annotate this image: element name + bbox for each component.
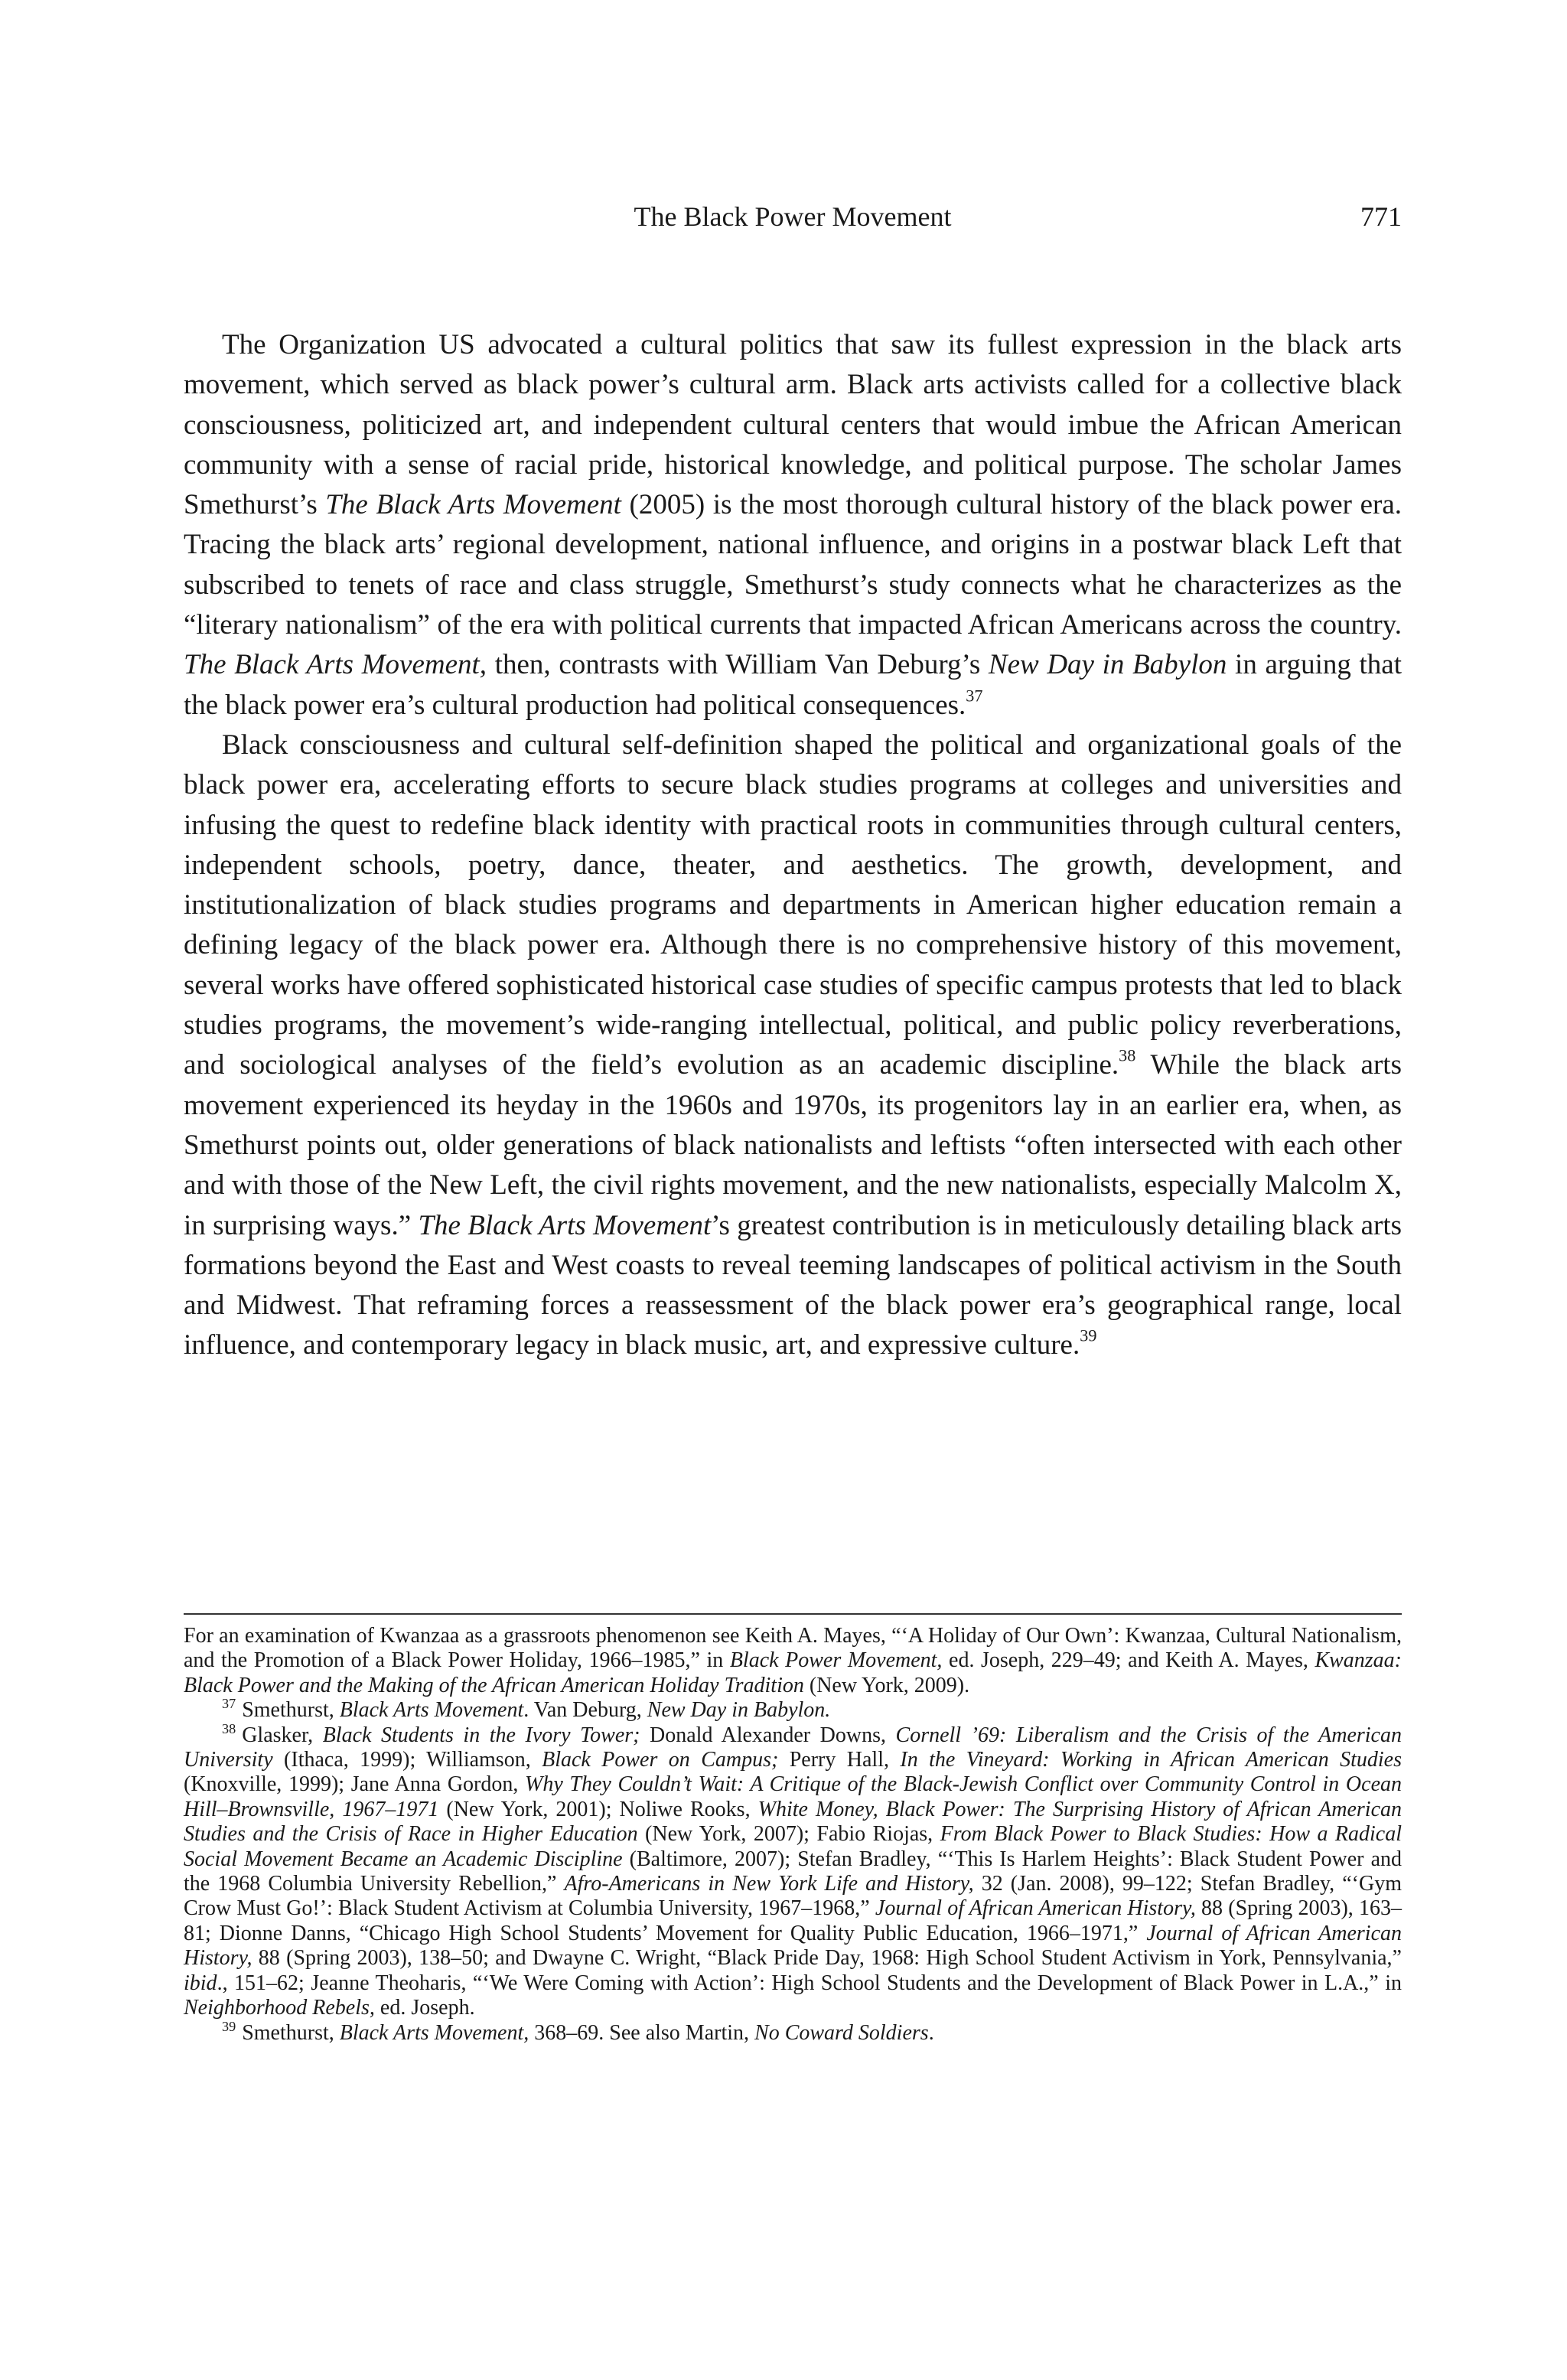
text-run: (Baltimore, 2007); Stefan Bradley, “‘This Is Harlem Heights’: Black Student Power and the 1968 Columbia University Rebellion,” <box>184 1847 1402 1896</box>
text-run: (Ithaca, 1999); Williamson, <box>272 1748 542 1772</box>
footnote-37 <box>184 1698 1402 1723</box>
italic-title: Black Power Movement, <box>729 1648 943 1673</box>
italic-title: New Day in Babylon. <box>647 1698 831 1723</box>
footnote-continued <box>184 1624 1402 1698</box>
text-run: (Knoxville, 1999); Jane Anna Gordon, <box>184 1772 526 1797</box>
text-run: (2005) is the most thorough cultural history of the black power era. Tracing the black arts’ regional development, national influence, and origins in a postwar black Left that subscribed to tenets of race and class struggle, Smethurst’s study connects what he characterizes as the “literary nationalism” of the era with political currents that impacted African Americans across the country. <box>184 489 1402 641</box>
footnote-number: 37 <box>222 1696 236 1712</box>
text-run: (New York, 2009). <box>803 1673 970 1697</box>
note-reference-37: 37 <box>966 686 983 706</box>
footnotes <box>184 1624 1402 2046</box>
italic-title: The Black Arts Movement <box>325 489 621 521</box>
text-run: . <box>928 2020 934 2045</box>
footnote-39 <box>184 2018 1402 2046</box>
text-run: (New York, 2001); Noliwe Rooks, <box>438 1797 758 1821</box>
italic-title: Kwanzaa: Black Power and the Making of the African American Holiday Tradition <box>184 1648 1402 1697</box>
text-run: For an examination of Kwanzaa as a grassroots phenomenon see Keith A. Mayes, “‘A Holiday of Our Own’: Kwanzaa, Cultural Nationalism, and the Promotion of a Black Power Holiday, 1966–1985,” in <box>184 1624 1402 1673</box>
text-run: in arguing that the black power era’s cultural production had political consequences. <box>184 649 1402 721</box>
footnote-number: 38 <box>222 1720 236 1736</box>
italic-title: Black Arts Movement, <box>339 2020 529 2045</box>
italic-title: New Day in Babylon <box>988 649 1227 681</box>
italic-title: Why They Couldn’t Wait: A Critique of the Black-Jewish Conflict over Community Control in Ocean Hill–Brownsville, 1967–1971 <box>184 1772 1402 1821</box>
text-run: Glasker, <box>242 1723 323 1747</box>
text-run: ., 151–62; Jeanne Theoharis, “‘We Were Coming with Action’: High School Students and the Development of Black Power in L.A.,” in <box>217 1971 1402 1995</box>
text-run: ’s greatest contribution is in meticulously detailing black arts formations beyond the East and West coasts to reveal teeming landscapes of political activism in the South and Midwest. That reframing forces a reassessment of the black power era’s geographical range, local influence, and contemporary legacy in black music, art, and expressive culture. <box>184 1209 1402 1361</box>
text-run: Donald Alexander Downs, <box>640 1723 896 1747</box>
italic-title: In the Vineyard: Working in African American Studies <box>900 1748 1402 1772</box>
text-run: Smethurst, <box>242 2020 340 2045</box>
text-run: 368–69. See also Martin, <box>529 2020 755 2045</box>
italic-title: Cornell ’69: Liberalism and the Crisis of the American University <box>184 1723 1402 1772</box>
italic-title: Journal of African American History, <box>184 1921 1402 1971</box>
paragraph-1 <box>184 325 1402 725</box>
note-reference-39: 39 <box>1080 1325 1097 1345</box>
text-run: The Organization US advocated a cultural politics that saw its fullest expression in the black arts movement, which served as black power’s cultural arm. Black arts activists called for a collective black consciousness, politicized art, and independent cultural centers that would imbue the African American community with a sense of racial pride, historical knowledge, and political purpose. The scholar James Smethurst’s <box>184 329 1402 521</box>
italic-title: Afro-Americans in New York Life and History, <box>564 1872 974 1896</box>
page-header <box>184 201 1402 239</box>
paragraph-2 <box>184 725 1402 1366</box>
text-run: Black consciousness and cultural self-definition shaped the political and organizational goals of the black power era, accelerating efforts to secure black studies programs at colleges and universities and infusing the quest to redefine black identity with practical roots in communities through cultural centers, independent schools, poetry, dance, theater, and aesthetics. The growth, development, and institutionalization of black studies programs and departments in American higher education remain a defining legacy of the black power era. Although there is no comprehensive history of this movement, several works have offered sophisticated historical case studies of specific campus protests that led to black studies programs, the movement’s wide-ranging intellectual, political, and public policy reverberations, and sociological analyses of the field’s evolution as an academic discipline. <box>184 729 1402 1081</box>
running-head: The Black Power Movement <box>634 201 952 232</box>
footnote-number: 39 <box>222 2018 236 2034</box>
italic-title: Black Power on Campus; <box>542 1748 779 1772</box>
italic-title: No Coward Soldiers <box>754 2020 929 2045</box>
text-run: (New York, 2007); Fabio Riojas, <box>637 1822 940 1847</box>
italic-title: ibid <box>184 1971 217 1995</box>
italic-title: Black Students in the Ivory Tower; <box>322 1723 640 1747</box>
body-text <box>184 325 1402 1366</box>
page-number: 771 <box>1360 201 1402 232</box>
italic-title: Journal of African American History, <box>875 1896 1196 1921</box>
italic-title: The Black Arts Movement <box>418 1209 712 1241</box>
text-run: While the black arts movement experienced its heyday in the 1960s and 1970s, its progenitors lay in an earlier era, when, as Smethurst points out, older generations of black nationalists and leftists “often intersected with each other and with those of the New Left, the civil rights movement, and the new nationalists, especially Malcolm X, in surprising ways.” <box>184 1049 1402 1241</box>
text-run: 88 (Spring 2003), 138–50; and Dwayne C. Wright, “Black Pride Day, 1968: High School Student Activism in York, Pennsylvania,” <box>252 1946 1402 1971</box>
text-run: Smethurst, <box>242 1698 340 1723</box>
italic-title: White Money, Black Power: The Surprising History of African American Studies and the Crisis of Race in Higher Education <box>184 1797 1402 1847</box>
italic-title: The Black Arts Movement, <box>184 649 487 681</box>
text-run: . Van Deburg, <box>523 1698 647 1723</box>
text-run: ed. Joseph. <box>374 1996 475 2020</box>
italic-title: From Black Power to Black Studies: How a Radical Social Movement Became an Academic Discipline <box>184 1822 1402 1871</box>
text-run: then, contrasts with William Van Deburg’s <box>487 649 989 681</box>
italic-title: Black Arts Movement <box>339 1698 524 1723</box>
text-run: Perry Hall, <box>778 1748 901 1772</box>
text-run: ed. Joseph, 229–49; and Keith A. Mayes, <box>942 1648 1315 1673</box>
note-reference-38: 38 <box>1119 1045 1136 1065</box>
text-run: 88 (Spring 2003), 163–81; Dionne Danns, “Chicago High School Students’ Movement for Quality Public Education, 1966–1971,” <box>184 1896 1402 1945</box>
italic-title: Neighborhood Rebels, <box>184 1996 375 2020</box>
footnote-38 <box>184 1720 1402 2021</box>
footnote-divider <box>184 1613 1402 1615</box>
text-run: 32 (Jan. 2008), 99–122; Stefan Bradley, “‘Gym Crow Must Go!’: Black Student Activism at Columbia University, 1967–1968,” <box>184 1872 1402 1921</box>
